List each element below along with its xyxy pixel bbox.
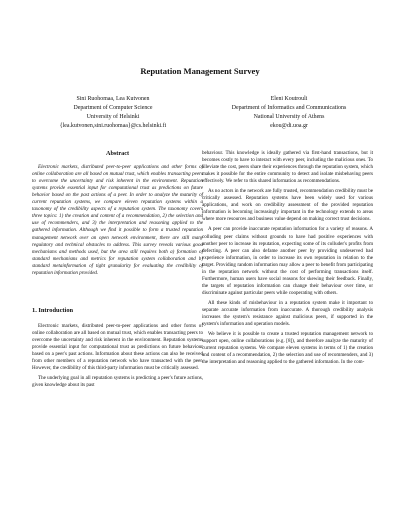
paper-title: Reputation Management Survey bbox=[140, 66, 260, 76]
right-column bbox=[202, 150, 373, 369]
left-column bbox=[32, 150, 203, 392]
author-institution: University of Helsinki bbox=[86, 114, 140, 121]
body-paragraph: A peer can provide inaccurate reputation information for a variety of reasons. A colluding peer claims without grounds to have had positive experiences with another peer to increase its reputation, expecting some of its colluder's profits from defecting. A peer can also defame another peer by providing undeserved bad experience information, in order to increase its own reputation in relation to the target. Providing random information may allow a peer to benefit from participating in the reputation network without the cost of performing transactions itself. Furthermore, human users have social reasons for skewing their feedback. Finally, the targets of reputation information can change their behaviour over time, or discriminate against particular peers while cooperating with others. bbox=[202, 226, 373, 296]
intro-paragraph: Electronic markets, distributed peer-to-peer applications and other forms of online collaboration are all based on mutual trust, which enables transacting peers to overcome the uncertainty and risk inherent in the environment. Reputation systems provide essential input for computational trust as predictions on future behaviour based on a peer's past actions. Information about these actions can also be received from other members of a reputation network who have transacted with the peer. However, the credibility of this third-party information must be critically assessed. bbox=[32, 322, 203, 372]
abstract-text: Electronic markets, distributed peer-to-peer applications and other forms of online collaboration are all based on mutual trust, which enables transacting peers to overcome the uncertainty and risk inherent in the environment. Reputation systems provide essential input for computational trust as predictions on future behavior based on the past actions of a peer. In order to analyze the maturity of current reputation systems, we compare eleven reputation systems within a taxonomy of the credibility aspects of a reputation system. The taxonomy covers three topics: 1) the creation and content of a recommendation, 2) the selection and use of recommenders, and 3) the interpretation and reasoning applied to the gathered information. Although we find it possible to form a trusted reputation management network over an open network environment, there are still many regulatory and technical obstacles to address. This survey reveals various good mechanisms and methods used, but the area still requires both a) formation of standard mechanisms and metrics for reputation system collaboration and b) standard metainformation of tight granularity for evaluating the credibility of reputation information provided. bbox=[32, 164, 203, 276]
intro-paragraph: The underlying goal in all reputation systems is predicting a peer's future actions, given knowledge about its past bbox=[32, 375, 203, 389]
abstract-heading: Abstract bbox=[105, 150, 130, 157]
section-heading-introduction: 1. Introduction bbox=[32, 306, 74, 314]
author-institution: National University of Athens bbox=[253, 114, 325, 121]
body-paragraph: behaviour. This knowledge is ideally gathered via first-hand transactions, but it becomes costly to have to interact with every peer, including the malicious ones. To alleviate the cost, peers share their experiences through the reputation system, which makes it possible for the entire community to detect and isolate misbehaving peers effectively. We refer to this shared information as recommendations. bbox=[202, 150, 373, 185]
author-names: Sini Ruohomaa, Lea Kutvonen bbox=[76, 96, 150, 102]
body-paragraph: We believe it is possible to create a trusted reputation management network to support open, online collaborations (e.g. [8]), and therefore analyze the maturity of current reputation systems. We compare eleven systems in terms of 1) the creation and content of a recommendation, 2) the selection and use of recommenders, and 3) the interpretation and reasoning applied to the gathered information. In the com- bbox=[202, 331, 373, 366]
body-paragraph: As no actors in the network are fully trusted, recommendation credibility must be critically assessed. Reputation systems have been widely used for various applications, and work on credibility assessment of the provided reputation information is becoming increasingly important in the technology extends to areas where more resources and business value depend on making correct trust decisions. bbox=[202, 188, 373, 223]
author-department: Department of Informatics and Communications bbox=[231, 105, 347, 112]
author-names: Eleni Koutrouli bbox=[270, 96, 308, 102]
author-department: Department of Computer Science bbox=[73, 105, 153, 112]
author-block-2 bbox=[199, 95, 379, 131]
author-block-1 bbox=[23, 95, 203, 131]
body-paragraph: All these kinds of misbehaviour in a reputation system make it important to separate accurate information from inaccurate. A thorough credibility analysis increases the system's resistance against malicious peers, if supported in the system's information and operation models. bbox=[202, 299, 373, 328]
author-email: {lea.kutvonen,sini.ruohomaa}@cs.helsinki.fi bbox=[59, 123, 167, 130]
author-email: ekou@di.uoa.gr bbox=[270, 123, 308, 130]
